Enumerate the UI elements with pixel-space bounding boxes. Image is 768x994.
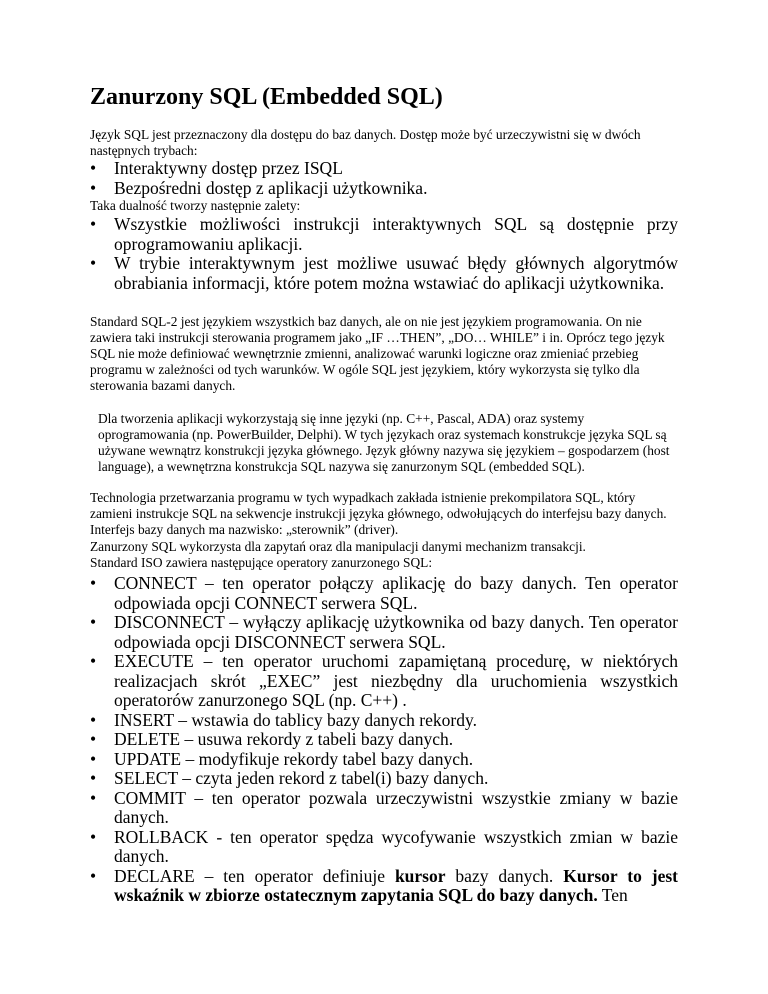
list-item: • Interaktywny dostęp przez ISQL [90,159,678,179]
page-title: Zanurzony SQL (Embedded SQL) [90,84,443,110]
body-paragraph: Standard ISO zawiera następujące operatory zanurzonego SQL: [90,555,433,570]
body-paragraph: Dla tworzenia aplikacji wykorzystają się inne języki (np. C++, Pascal, ADA) oraz systemy oprogramowania (np. PowerBuilder, Delphi). W tych językach oraz systemach konstrukcje języka SQL są używane wewnątrz konstrukcji języka głównego. Język główny nazywa się językiem – gospodarzem (host language), a wewnętrzna konstrukcja SQL nazywa się zanurzonym SQL (embedded SQL). [98,411,670,474]
list-item: • CONNECT – ten operator połączy aplikację do bazy danych. Ten operator odpowiada opcji CONNECT serwera SQL. [90,574,678,613]
list-item: • DELETE – usuwa rekordy z tabeli bazy danych. [90,730,678,750]
declare-list-item [90,867,678,906]
body-paragraph: Technologia przetwarzania programu w tych wypadkach zakłada istnienie prekompilatora SQL, który zamieni instrukcje SQL na sekwencje instrukcji języka głównego, odwołujących do interfejsu bazy danych. Interfejs bazy danych ma nazwisko: „sterownik” (driver). [90,490,667,537]
modes-list [90,159,678,198]
list-item: • Bezpośredni dostęp z aplikacji użytkownika. [90,179,678,199]
kursor-term: kursor [394,865,446,886]
declare-text: bazy danych. [445,865,564,886]
body-paragraph: Zanurzony SQL wykorzysta dla zapytań oraz dla manipulacji danymi mechanizm transakcji. [90,539,586,554]
list-item: • EXECUTE – ten operator uruchomi zapamiętaną procedurę, w niektórych realizacjach skrót „EXEC” jest niezbędny dla uruchomienia wszystkich operatorów zanurzonego SQL (np. C++) . [90,652,678,711]
operators-list [90,574,678,906]
declare-text: DECLARE – ten operator definiuje [114,865,395,886]
kursor-definition: Kursor to jest wskaźnik w zbiorze ostatecznym zapytania SQL do bazy danych. [114,865,678,905]
list-item: • Wszystkie możliwości instrukcji interaktywnych SQL są dostępnie przy oprogramowaniu aplikacji. [90,215,678,254]
list-item: • INSERT – wstawia do tablicy bazy danych rekordy. [90,711,678,731]
list-item: • ROLLBACK - ten operator spędza wycofywanie wszystkich zmian w bazie danych. [90,828,678,867]
declare-text: Ten [597,885,628,905]
list-item: • UPDATE – modyfikuje rekordy tabel bazy danych. [90,750,678,770]
intro-paragraph: Język SQL jest przeznaczony dla dostępu do baz danych. Dostęp może być urzeczywistni się w dwóch następnych trybach: [90,127,641,158]
list-item: • W trybie interaktywnym jest możliwe usuwać błędy głównych algorytmów obrabiania informacji, które potem można wstawiać do aplikacji użytkownika. [90,254,678,293]
list-item: • COMMIT – ten operator pozwala urzeczywistni wszystkie zmiany w bazie danych. [90,789,678,828]
advantages-list [90,215,678,293]
list-item: • DISCONNECT – wyłączy aplikację użytkownika od bazy danych. Ten operator odpowiada opcji DISCONNECT serwera SQL. [90,613,678,652]
list-item: • SELECT – czyta jeden rekord z tabel(i) bazy danych. [90,769,678,789]
body-paragraph: Standard SQL-2 jest językiem wszystkich baz danych, ale on nie jest językiem programowania. On nie zawiera taki instrukcji sterowania programem jako „IF …THEN”, „DO… WHILE” i in. Oprócz tego język SQL nie może definiować wewnętrznie zmienni, analizować warunki logiczne oraz zmieniać przebieg programu w zależności od tych warunków. W ogóle SQL jest językiem, który wykorzysta się tylko dla sterowania bazami danych. [90,314,665,393]
duality-paragraph: Taka dualność tworzy następnie zalety: [90,198,301,213]
